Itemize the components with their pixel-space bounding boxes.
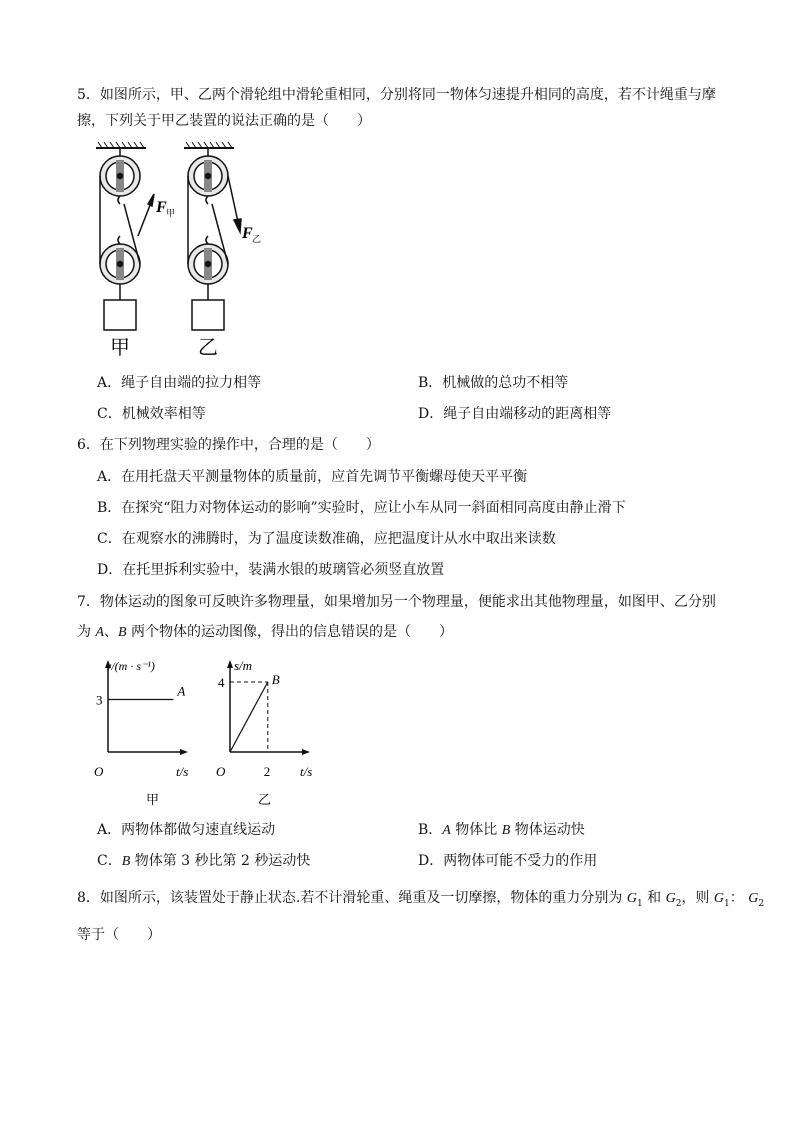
pulley-system-yi	[188, 148, 241, 330]
y-tick-label: 4	[218, 675, 225, 690]
x-axis-label: t/s	[300, 764, 313, 779]
q5-stem-line2: 擦，下列关于甲乙装置的说法正确的是（ ）	[77, 113, 371, 129]
q7-option-b[interactable]: B．A 物体比 B 物体运动快	[418, 822, 585, 838]
q5-option-d[interactable]: D．绳子自由端移动的距离相等	[418, 406, 612, 422]
y-tick-label: 3	[96, 692, 103, 708]
q6-option-a[interactable]: A．在用托盘天平测量物体的质量前，应首先调节平衡螺母使天平平衡	[97, 469, 528, 485]
q7-chart-jia	[90, 652, 210, 812]
x-axis-arrow	[180, 749, 188, 755]
q7-option-c[interactable]: C．B 物体第 3 秒比第 2 秒运动快	[97, 853, 311, 869]
q8-stem-line2: 等于（ ）	[77, 927, 161, 943]
x-tick-label: 2	[263, 764, 271, 779]
q6-option-b[interactable]: B．在探究“阻力对物体运动的影响”实验时，应让小车从同一斜面相同高度由静止滑下	[97, 500, 626, 516]
force-sub-jia: 甲	[166, 208, 176, 218]
origin-label: O	[94, 764, 104, 779]
q8-stem-line1: 8．如图所示，该装置处于静止状态.若不计滑轮重、绳重及一切摩擦，物体的重力分别为 $G_1$ 和 $G_2$，则 $G_1$： $G_2$	[77, 890, 765, 909]
y-axis-arrow	[227, 660, 233, 668]
q5-option-a[interactable]: A．绳子自由端的拉力相等	[97, 375, 262, 391]
q5-option-b[interactable]: B．机械做的总功不相等	[418, 375, 569, 391]
force-label-yi: F	[242, 225, 253, 242]
pulley-system-jia	[100, 148, 154, 330]
q6-option-c[interactable]: C．在观察水的沸腾时，为了温度读数准确，应把温度计从水中取出来读数	[97, 531, 556, 547]
figure-label-jia: 甲	[110, 337, 130, 359]
series-a-label: A	[177, 683, 186, 699]
q5-option-c[interactable]: C．机械效率相等	[97, 406, 206, 422]
load-block-yi	[192, 300, 224, 330]
load-block-jia	[104, 300, 136, 330]
chart-title: 乙	[258, 792, 272, 807]
q7-stem-line2: 为 A、B 两个物体的运动图像，得出的信息错误的是（ ）	[77, 624, 454, 640]
q5-pulley-figure	[90, 140, 290, 362]
chart-title: 甲	[146, 792, 160, 807]
force-label-jia: F	[156, 199, 167, 216]
q7-option-a[interactable]: A．两物体都做匀速直线运动	[97, 822, 276, 838]
q6-stem: 6．在下列物理实验的操作中，合理的是（ ）	[77, 437, 380, 453]
force-sub-yi: 乙	[252, 234, 262, 244]
x-axis-label: t/s	[176, 764, 189, 779]
series-b-line	[230, 682, 268, 752]
y-axis-label: v/(m · s⁻¹)	[106, 659, 155, 673]
q7-option-d[interactable]: D．两物体可能不受力的作用	[418, 853, 598, 869]
q7-stem-line1: 7．物体运动的图象可反映许多物理量，如果增加另一个物理量，便能求出其他物理量，如图甲、乙分别	[77, 594, 716, 610]
ceiling-support-jia	[96, 142, 146, 148]
x-axis-arrow	[302, 749, 310, 755]
ceiling-support-yi	[184, 142, 234, 148]
y-axis-label: s/m	[234, 658, 253, 673]
q7-chart-yi	[212, 652, 332, 812]
series-b-label: B	[271, 672, 280, 687]
q5-stem-line1: 5．如图所示，甲、乙两个滑轮组中滑轮重相同，分别将同一物体匀速提升相同的高度，若不计绳重与摩	[77, 87, 716, 103]
figure-label-yi: 乙	[198, 337, 218, 359]
origin-label: O	[216, 764, 226, 779]
q6-option-d[interactable]: D．在托里拆利实验中，装满水银的玻璃管必须竖直放置	[97, 562, 445, 578]
